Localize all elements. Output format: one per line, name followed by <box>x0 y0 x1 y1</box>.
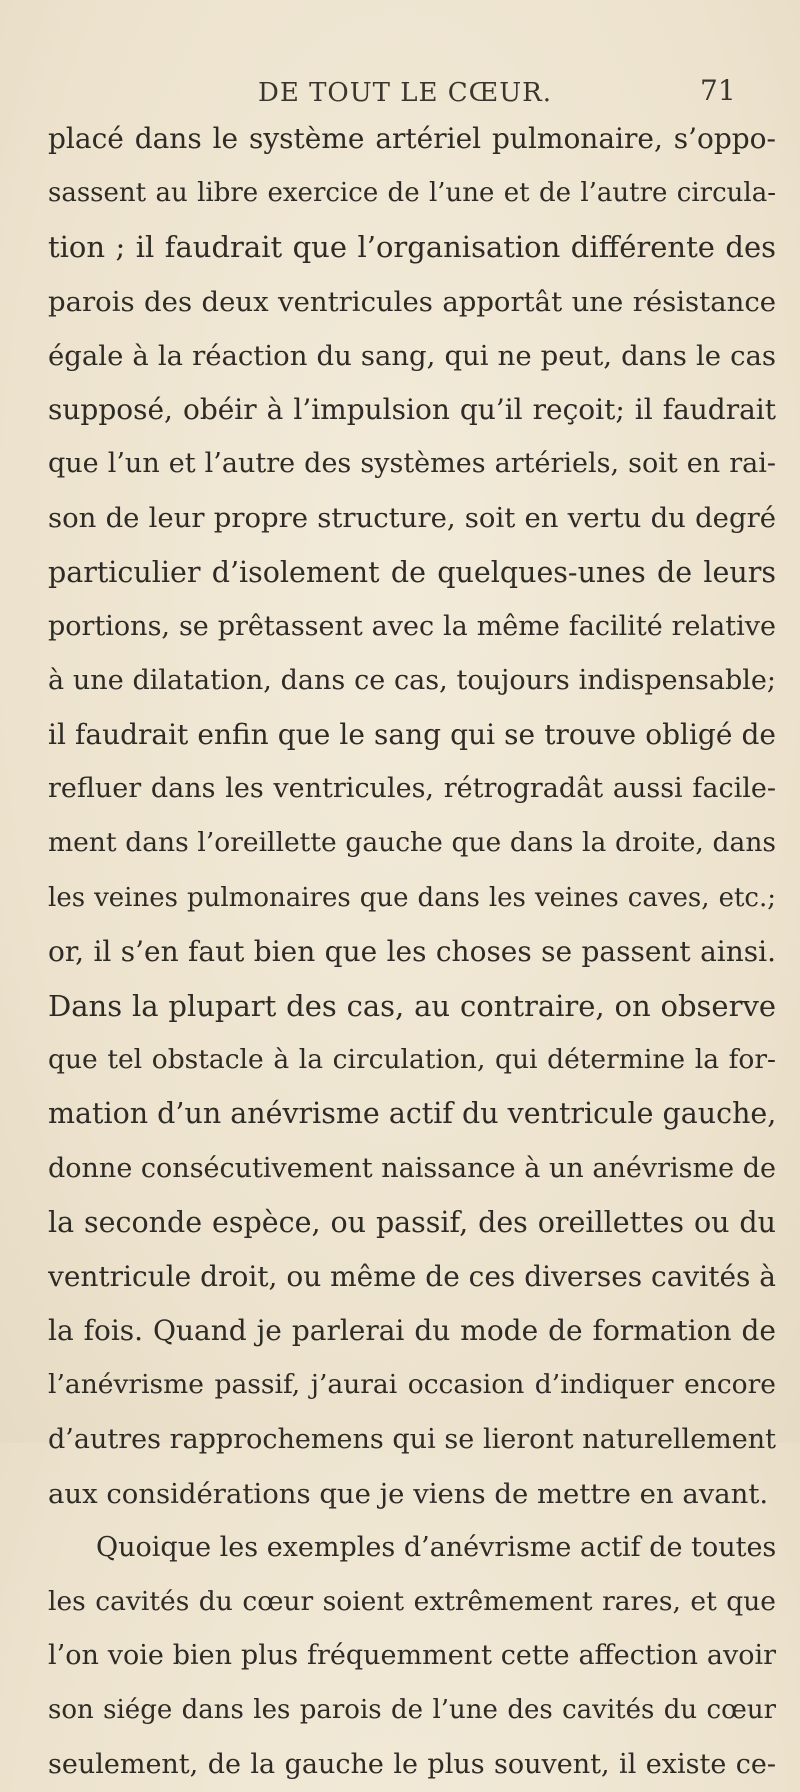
text-line: ment dans l’oreillette gauche que dans la droite, dans <box>48 827 776 859</box>
text-line: donne consécutivement naissance à un anévrisme de <box>48 1152 776 1184</box>
text-line: ventricule droit, ou même de ces diverses cavités à <box>48 1259 776 1293</box>
text-line: à une dilatation, dans ce cas, toujours indispensable; <box>48 664 776 696</box>
body-text <box>48 112 776 1792</box>
text-line: sassent au libre exercice de l’une et de l’autre circula- <box>48 178 776 209</box>
text-line: son siége dans les parois de l’une des cavités du cœur <box>48 1695 776 1726</box>
text-line: égale à la réaction du sang, qui ne peut, dans le cas <box>48 339 776 372</box>
text-line: que l’un et l’autre des systèmes artériels, soit en rai- <box>48 448 776 480</box>
text-line: la seconde espèce, ou passif, des oreillettes ou du <box>48 1205 776 1239</box>
text-line: l’on voie bien plus fréquemment cette affection avoir <box>48 1640 776 1672</box>
text-line: portions, se prêtassent avec la même facilité relative <box>48 610 776 642</box>
text-line: supposé, obéir à l’impulsion qu’il reçoit; il faudrait <box>48 392 776 426</box>
text-line: Dans la plupart des cas, au contraire, on observe <box>48 989 776 1023</box>
text-line: tion ; il faudrait que l’organisation différente des <box>48 230 776 265</box>
text-line: mation d’un anévrisme actif du ventricule gauche, <box>48 1097 776 1131</box>
page-number: 71 <box>700 74 736 107</box>
text-line: seulement, de la gauche le plus souvent, il existe ce- <box>48 1748 776 1780</box>
text-line: or, il s’en faut bien que les choses se passent ainsi. <box>48 934 776 968</box>
text-line: il faudrait enfin que le sang qui se trouve obligé de <box>48 718 776 752</box>
text-line: l’anévrisme passif, j’aurai occasion d’indiquer encore <box>48 1369 776 1401</box>
text-line: d’autres rapprochemens qui se lieront naturellement <box>48 1423 776 1455</box>
text-line: que tel obstacle à la circulation, qui détermine la for- <box>48 1044 776 1076</box>
text-line: son de leur propre structure, soit en vertu du degré <box>48 502 776 535</box>
text-line: les cavités du cœur soient extrêmement rares, et que <box>48 1586 776 1618</box>
text-line: placé dans le système artériel pulmonaire, s’oppo- <box>48 122 776 155</box>
text-line: Quoique les exemples d’anévrisme actif de toutes <box>96 1531 776 1563</box>
text-line: refluer dans les ventricules, rétrogradât aussi facile- <box>48 773 776 805</box>
text-line: les veines pulmonaires que dans les veines caves, etc.; <box>48 882 776 913</box>
text-line: aux considérations que je viens de mettre en avant. <box>48 1477 769 1510</box>
text-line: particulier d’isolement de quelques-unes de leurs <box>48 555 776 589</box>
text-line: la fois. Quand je parlerai du mode de formation de <box>48 1314 776 1348</box>
running-head: DE TOUT LE CŒUR. <box>258 78 552 108</box>
text-line: parois des deux ventricules apportât une résistance <box>48 285 776 318</box>
